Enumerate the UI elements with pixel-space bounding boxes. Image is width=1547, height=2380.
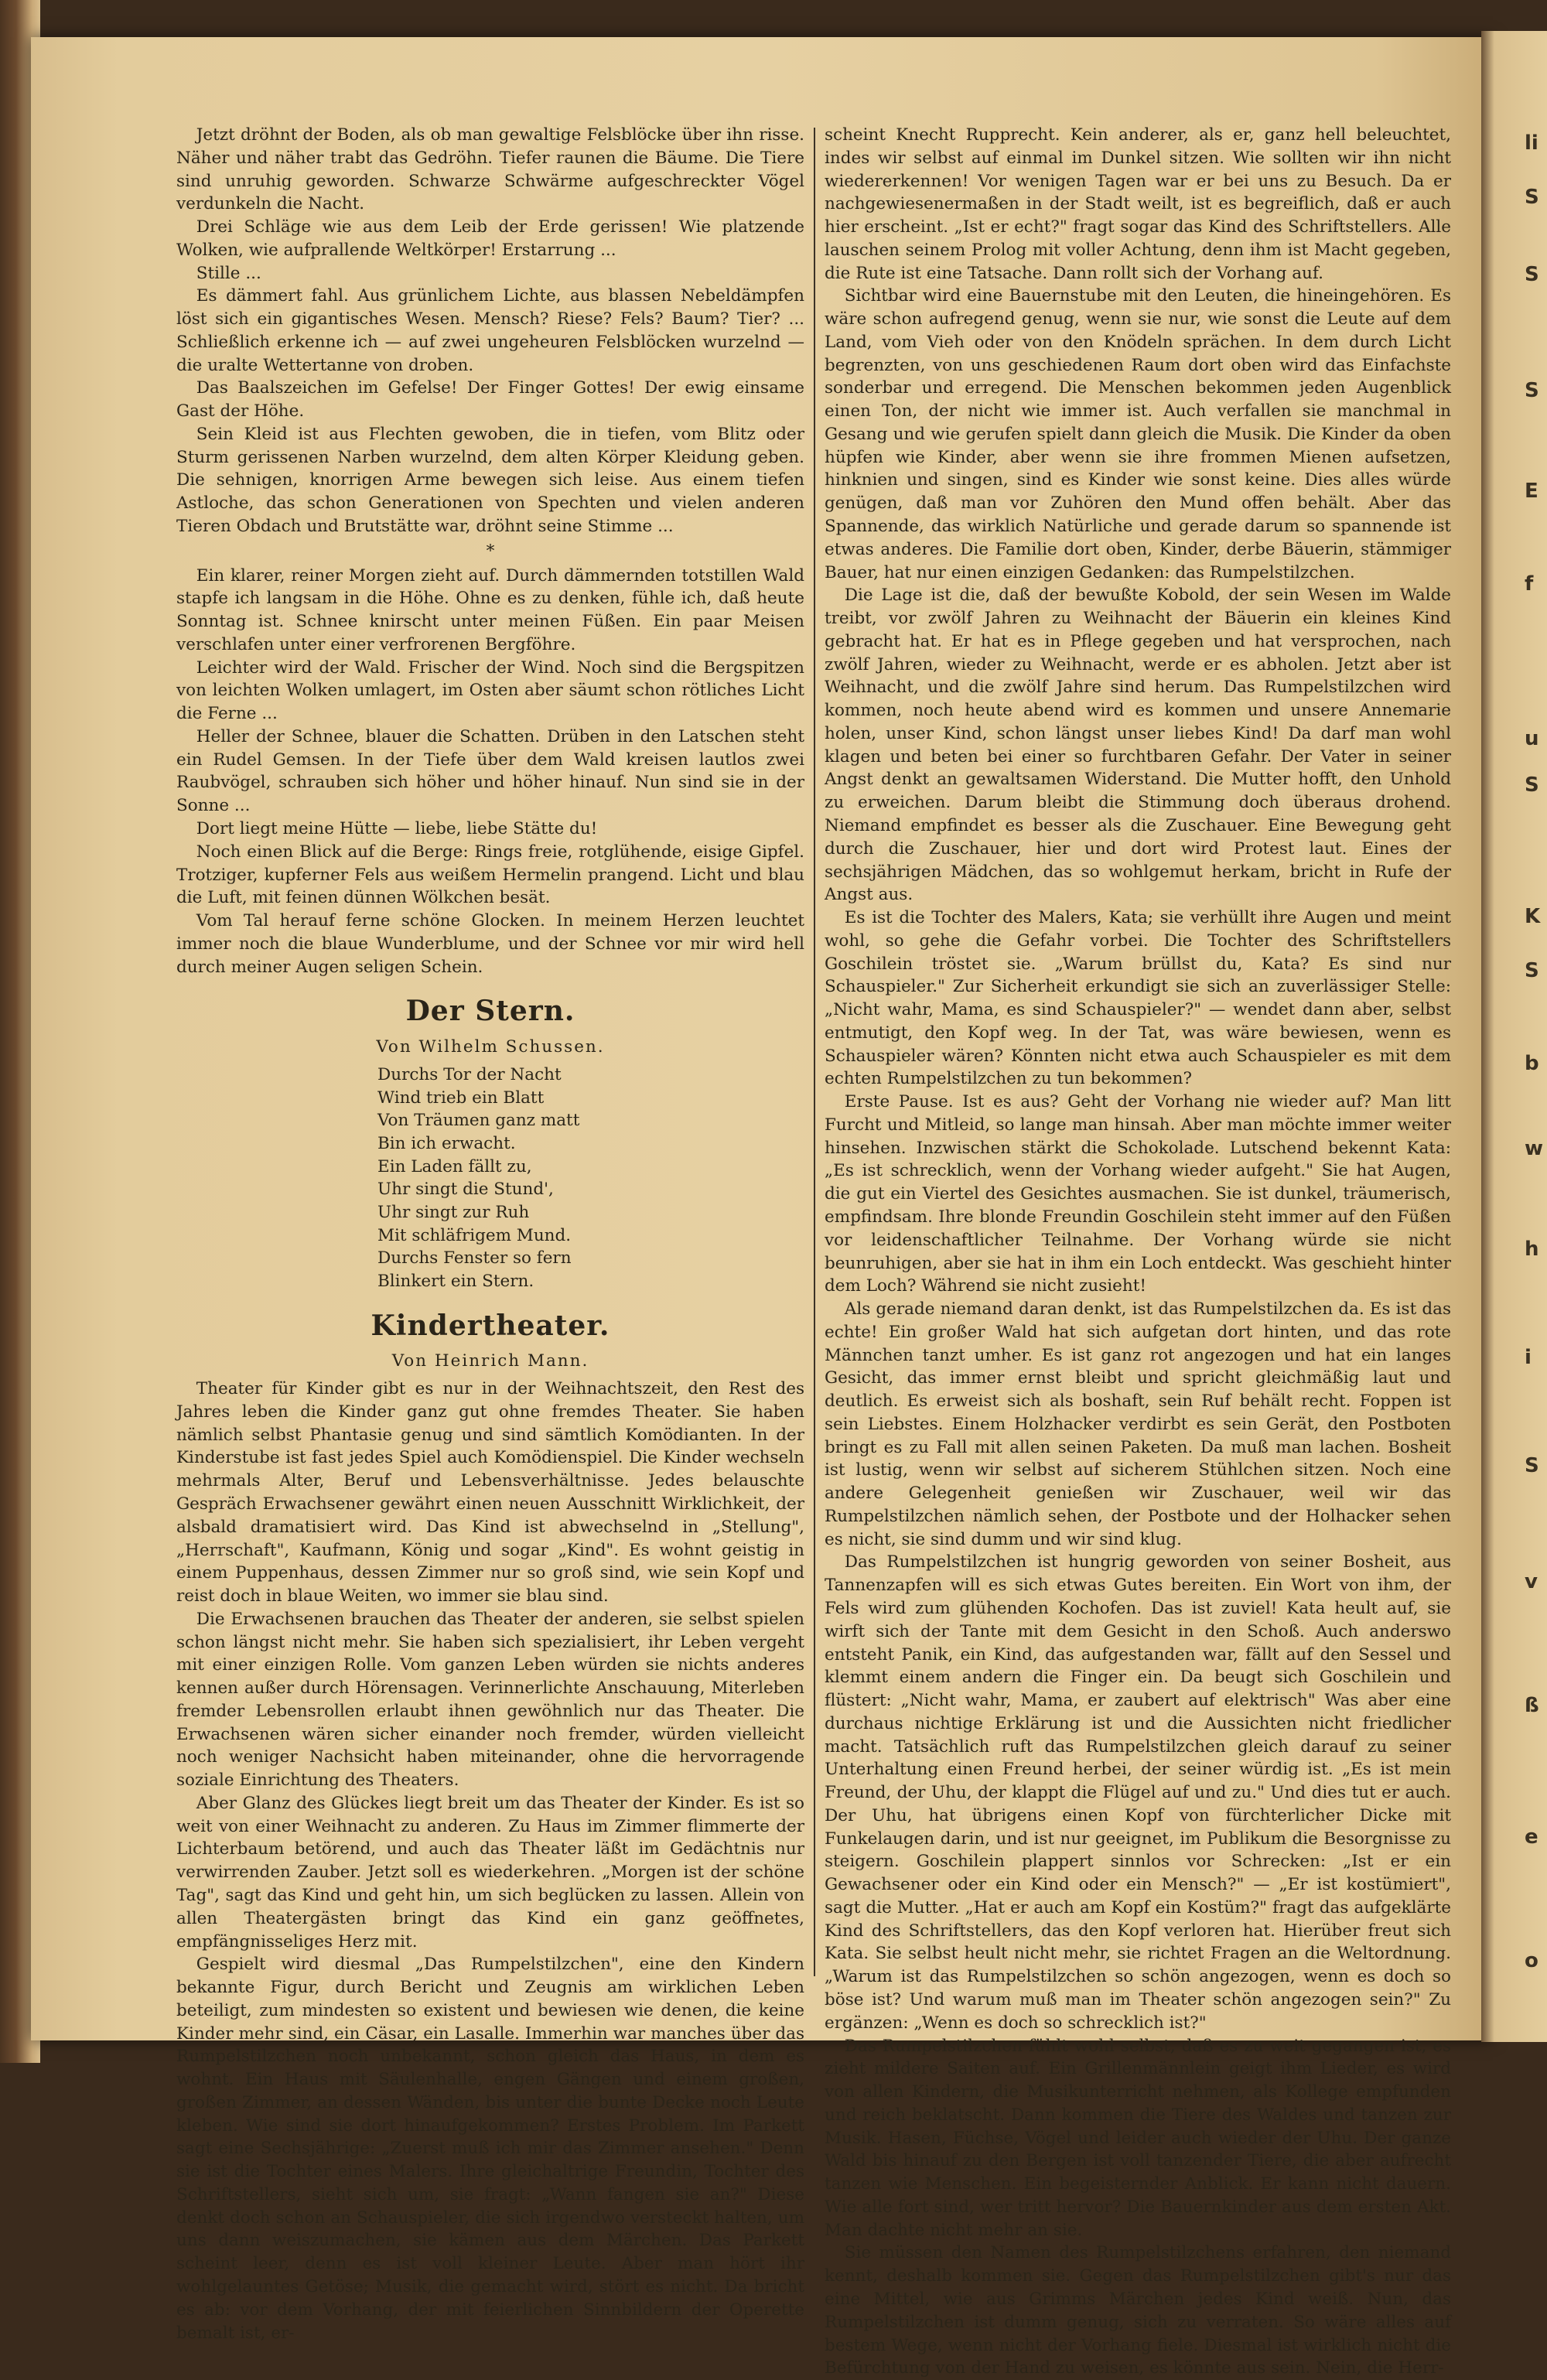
edge-fragment: h: [1525, 1238, 1539, 1261]
next-page-edge: [1481, 31, 1547, 2042]
poem-line: Ein Laden fällt zu,: [377, 1156, 532, 1176]
poem-line: Mit schläfrigem Mund.: [377, 1225, 572, 1245]
section-separator: *: [486, 541, 495, 561]
poem-body: [377, 1064, 804, 1293]
edge-fragment: v: [1525, 1570, 1538, 1593]
edge-fragment: u: [1525, 727, 1539, 750]
edge-fragment: S: [1525, 773, 1539, 797]
paragraph: Das Rumpelstilzchen fühlt wohl selbst, daß es zu weit gegangen ist, es zieht mildere Saiten auf. Ein Grillenmännlein geigt ihm Lieder, es wird von allen Kindern, die Musikunterricht nehmen, als Kollege empfunden und reich beklatscht. Dann kommen die Tiere des Waldes und tanzen zur Musik. Hasen, Füchse, Vögel und leider auch wieder der Uhu. Der ganze Wald bis hinauf zu den Bergen ist voll tanzender Tiere, die aber aufrecht tanzen wie Menschen. Ein begeisternder Anblick. Er kann nicht dauern. Wie alle fort sind, wer tritt hervor? Die Bauernkinder aus dem ersten Akt. Man dachte nicht mehr an sie.: [825, 2036, 1451, 2240]
edge-fragment: S: [1525, 379, 1539, 402]
paragraph: Stille ...: [196, 263, 261, 283]
paragraph: Das Rumpelstilzchen ist hungrig geworden von seiner Bosheit, aus Tannenzapfen will es sich etwas Gutes bereiten. Ein Wort von ihm, der Fels wird zum glühenden Kochofen. Das ist zuviel! Kata heult auf, sie wirft sich der Tante mit dem Gesicht in den Schoß. Auch anderswo entsteht Panik, ein Kind, das aufgestanden war, fällt auf den Sessel und klemmt einem andern die Finger ein. Da beugt sich Goschilein und flüstert: „Nicht wahr, Mama, er zaubert auf elektrisch" Was aber eine durchaus nichtige Erklärung ist und die Aussichten nicht friedlicher macht. Tatsächlich ruft das Rumpelstilzchen gleich darauf zu seiner Unterhaltung einen Freund herbei, der seiner würdig ist. „Es ist mein Freund, der Uhu, der klappt die Flügel auf und zu." Und dies tut er auch. Der Uhu, hat übrigens einen Kopf von fürchterlicher Dicke mit Funkelaugen darin, und ist nur geeignet, im Publikum die Besorgnisse zu steigern. Goschilein plappert sinnlos vor Schrecken: „Ist er ein Gewachsener oder ein Kind oder ein Mensch?" — „Er ist kostümiert", sagt die Mutter. „Hat er auch am Kopf ein Kostüm?" fragt das aufgeklärte Kind des Schriftstellers, das den Kopf verloren hat. Hierüber freut sich Kata. Sie selbst heult nicht mehr, sie richtet Fragen an die Weltordnung. „Warum ist das Rumpelstilzchen so schön angezogen, wenn es doch so böse ist? Und warum muß man im Theater schön angezogen sein?" Zu ergänzen: „Wenn es doch so schrecklich ist?": [825, 1552, 1451, 2033]
paragraph: Die Erwachsenen brauchen das Theater der anderen, sie selbst spielen schon längst nicht mehr. Sie haben sich spezialisiert, ihr Leben vergeht mit einer einzigen Rolle. Vom ganzen Leben würden sie nichts anderes kennen außer durch Hörensagen. Verinnerlichte Anschauung, Miterleben fremder Lebensrollen erlaubt ihnen gewöhnlich nur das Theater. Die Erwachsenen wären sicher einander noch fremder, würden vielleicht noch weniger Nachsicht haben miteinander, ohne die hervorragende soziale Einrichtung des Theaters.: [176, 1609, 804, 1791]
paragraph: Die Lage ist die, daß der bewußte Kobold, der sein Wesen im Walde treibt, vor zwölf Jahren zu Weihnacht der Bäuerin ein kleines Kind gebracht hat. Er hat es in Pflege gegeben und hat versprochen, nach zwölf Jahren, wieder zu Weihnacht, werde er es abholen. Jetzt aber ist Weihnacht, und die zwölf Jahre sind herum. Das Rumpelstilzchen wird kommen, noch heute abend wird es kommen und unsere Annemarie holen, unser Kind, schon längst unser liebes Kind! Da darf man wohl klagen und beten bei einer so furchtbaren Gefahr. Der Vater in seiner Angst denkt an gewaltsamen Widerstand. Die Mutter hofft, den Unhold zu erweichen. Darum bleibt die Stimmung doch überaus drohend. Niemand empfindet es besser als die Zuschauer. Eine Bewegung geht durch die Zuschauer, hier und dort wird Protest laut. Eines der sechsjährigen Mädchen, das so wohlgemut herkam, bricht in Rufe der Angst aus.: [825, 586, 1451, 905]
paragraph: Theater für Kinder gibt es nur in der Weihnachtszeit, den Rest des Jahres leben die Kinder ganz gut ohne fremdes Theater. Sie haben nämlich selbst Phantasie genug und sind sämtlich Komödianten. In der Kinderstube ist fast jedes Spiel auch Komödienspiel. Die Kinder wechseln mehrmals Alter, Beruf und Lebensverhältnisse. Jedes belauschte Gespräch Erwachsener gewährt einen neuen Ausschnitt Wirklichkeit, der alsbald dramatisiert wird. Das Kind ist abwechselnd in „Stellung", „Herrschaft", Kaufmann, König und sogar „Kind". Es wohnt geistig in einem Puppenhaus, dessen Zimmer nur so groß sind, wie sein Kopf und reist doch in blaue Weiten, wo immer sie blau sind.: [176, 1379, 804, 1607]
paragraph: Leichter wird der Wald. Frischer der Wind. Noch sind die Bergspitzen von leichten Wolken umlagert, im Osten aber säumt schon rötliches Licht die Ferne ...: [176, 657, 804, 724]
edge-fragment: S: [1525, 263, 1539, 286]
edge-fragment: w: [1525, 1137, 1544, 1160]
paragraph: scheint Knecht Rupprecht. Kein anderer, als er, ganz hell beleuchtet, indes wir selbst auf einmal im Dunkel sitzen. Wie sollten wir ihn nicht wiedererkennen! Vor wenigen Tagen war er bei uns zu Besuch. Da er nachgewiesenermaßen in der Stadt weilt, ist es begreiflich, daß er auch hier erscheint. „Ist er echt?" fragt sogar das Kind des Schriftstellers. Alle lauschen seinem Prolog mit voller Achtung, denn ihm ist Macht gegeben, die Rute ist eine Tatsache. Dann rollt sich der Vorhang auf.: [825, 125, 1451, 283]
edge-fragment: f: [1525, 572, 1534, 596]
paragraph: Als gerade niemand daran denkt, ist das Rumpelstilzchen da. Es ist das echte! Ein großer Wald hat sich aufgetan dort hinten, und das rote Männchen tanzt umher. Es ist ganz rot angezogen und hat ein langes Gesicht, das immer ernst bleibt und spricht gleichmäßig laut und deutlich. Es erweist sich als boshaft, sein Ruf behält recht. Foppen ist sein Liebstes. Einem Holzhacker verdirbt es sein Gerät, den Postboten bringt es zu Fall mit allen seinen Paketen. Da muß man lachen. Bosheit ist lustig, wenn wir selbst auf sicherem Stühlchen sitzen. Noch eine andere Gelegenheit genießen wir Zuschauer, weil wir das Rumpelstilzchen nämlich sehen, der Postbote und der Holhacker sehen es nicht, sie sind dumm und wir sind klug.: [825, 1299, 1451, 1549]
edge-fragment: ß: [1525, 1694, 1539, 1717]
paragraph: Sichtbar wird eine Bauernstube mit den Leuten, die hineingehören. Es wäre schon aufregend genug, wenn sie nur, wie sonst die Leute auf dem Land, vom Vieh oder von den Knödeln sprächen. In dem durch Licht begrenzten, von uns geschiedenen Raum dort oben wird das Einfachste sonderbar und erregend. Die Menschen bekommen jeden Augenblick einen Ton, der nicht wie immer ist. Auch verfallen sie manchmal in Gesang und wie gerufen spielt dann gleich die Musik. Die Kinder da oben hüpfen wie Kinder, aber wenn sie ihre frommen Mienen aufsetzen, hinknien und singen, sind es Kinder wie sonst keine. Dies alles würde genügen, daß man vor Zuhören den Mund offen behält. Aber das Spannende, das wirklich Natürliche und gerade darum so spannende ist etwas anderes. Die Familie dort oben, Kinder, derbe Bäuerin, stämmiger Bauer, hat nur einen einzigen Gedanken: das Rumpelstilzchen.: [825, 286, 1451, 582]
paragraph: Sein Kleid ist aus Flechten gewoben, die in tiefen, vom Blitz oder Sturm gerissenen Narben wurzelnd, dem alten Körper Kleidung geben. Die sehnigen, knorrigen Arme bewegen sich leise. Aus einem tiefen Astloche, das schon Generationen von Spechten und vielen anderen Tieren Obdach und Brutstätte war, dröhnt seine Stimme ...: [176, 424, 804, 537]
poem-byline: Von Wilhelm Schussen.: [376, 1037, 605, 1057]
paragraph: Jetzt dröhnt der Boden, als ob man gewaltige Felsblöcke über ihn risse. Näher und näher trabt das Gedröhn. Tiefer raunen die Bäume. Die Tiere sind unruhig geworden. Schwarze Schwärme aufgeschreckter Vögel verdunkeln die Nacht.: [176, 125, 804, 214]
poem-line: Von Träumen ganz matt: [377, 1111, 580, 1131]
poem-line: Wind trieb ein Blatt: [377, 1088, 545, 1108]
edge-fragment: li: [1525, 131, 1538, 155]
poem-line: Bin ich erwacht.: [377, 1133, 516, 1153]
paragraph: Es dämmert fahl. Aus grünlichem Lichte, aus blassen Nebeldämpfen löst sich ein gigantisches Wesen. Mensch? Riese? Fels? Baum? Tier? ... Schließlich erkenne ich — auf zwei ungeheuren Felsblöcken wurzelnd — die uralte Wettertanne von droben.: [176, 286, 804, 375]
column-divider: [814, 128, 815, 1976]
paragraph: Erste Pause. Ist es aus? Geht der Vorhang nie wieder auf? Man litt Furcht und Mitleid, so lange man hinsah. Aber man möchte immer weiter hinsehen. Inzwischen stärkt die Schokolade. Lutschend bekennt Kata: „Es ist schrecklich, wenn der Vorhang wieder aufgeht." Sie hat Augen, die gut ein Viertel des Gesichtes ausmachen. Sie ist dunkel, träumerisch, empfindsam. Ihre blonde Freundin Goschilein steht immer auf den Füßen vor leidenschaftlicher Teilnahme. Der Vorhang würde sie nicht beunruhigen, aber sie hat in ihm ein Loch entdeckt. Was geschieht hinter dem Loch? Während sie nicht zusieht!: [825, 1092, 1451, 1296]
poem-line: Durchs Tor der Nacht: [377, 1064, 562, 1084]
poem-line: Uhr singt die Stund',: [377, 1180, 554, 1200]
paragraph: Es ist die Tochter des Malers, Kata; sie verhüllt ihre Augen und meint wohl, so gehe die Gefahr vorbei. Die Tochter des Schriftstellers Goschilein tröstet sie. „Warum brüllst du, Kata? Es sind nur Schauspieler." Zur Sicherheit erkundigt sie sich an zuverlässiger Stelle: „Nicht wahr, Mama, es sind Schauspieler?" — wendet dann aber, selbst entmutigt, den Kopf weg. In der Tat, was wäre bewiesen, wenn es Schauspieler wären? Könnten nicht etwa auch Schauspieler es mit dem echten Rumpelstilzchen zu tun bekommen?: [825, 908, 1451, 1089]
poem-line: Uhr singt zur Ruh: [377, 1202, 530, 1222]
paragraph: Noch einen Blick auf die Berge: Rings freie, rotglühende, eisige Gipfel. Trotziger, kupferner Fels aus weißem Hermelin prangend. Licht und blau die Luft, mit feinen dünnen Wölkchen besät.: [176, 842, 804, 908]
edge-fragment: b: [1525, 1052, 1539, 1075]
paragraph: Vom Tal herauf ferne schöne Glocken. In meinem Herzen leuchtet immer noch die blaue Wunderblume, und der Schnee vor mir wird hell durch meiner Augen seligen Schein.: [176, 911, 804, 977]
paragraph: Dort liegt meine Hütte — liebe, liebe Stätte du!: [196, 818, 598, 838]
edge-fragment: S: [1525, 186, 1539, 209]
paragraph: Ein klarer, reiner Morgen zieht auf. Durch dämmernden totstillen Wald stapfe ich langsam in die Höhe. Ohne es zu denken, fühle ich, daß heute Sonntag ist. Schnee knirscht unter meinen Füßen. Ein paar Meisen verschlafen unter einer verfrorenen Bergföhre.: [176, 565, 804, 654]
paragraph: Aber Glanz des Glückes liegt breit um das Theater der Kinder. Es ist so weit von einer Weihnacht zu anderen. Zu Haus im Zimmer flimmerte der Lichterbaum betörend, und auch das Theater läßt im Gedächtnis nur verwirrenden Zauber. Jetzt soll es wiederkehren. „Morgen ist der schöne Tag", sagt das Kind und geht hin, um sich beglücken zu lassen. Allein von allen Theatergästen bringt das Kind ein ganz geöffnetes, empfängnisseliges Herz mit.: [176, 1793, 804, 1951]
edge-fragment: i: [1525, 1346, 1532, 1369]
paragraph: Drei Schläge wie aus dem Leib der Erde gerissen! Wie platzende Wolken, wie aufprallende Weltkörper! Erstarrung ...: [176, 217, 804, 260]
paragraph: Gespielt wird diesmal „Das Rumpelstilzchen", eine den Kindern bekannte Figur, durch Bericht und Zeugnis am wirklichen Leben beteiligt, zum mindesten so existent und bewiesen wie denen, die keine Kinder mehr sind, ein Cäsar, ein Lasalle. Immerhin war manches über das Rumpelstilzchen noch unbekannt, schon gleich das Haus, in dem es wohnt. Ein Haus mit Säulenhalle, engen Gängen und einem großen, großen Zimmer, an dessen Wänden, bis unter die bunte Decke noch Leute kleben. Wie sind sie dort hinaufgekommen? Erstes Problem. Im Parkett sagt eine Sechsjährige: „Zuerst muß ich mir das Zimmer ansehen." Denn sie ist die Tochter eines Malers. Ihre gleichaltrige Freundin, Tochter des Schriftstellers, sieht sich um, sie fragt: „Wann fangen sie an?" Diese denkt doch schon an Schauspieler, die sich irgendwo versteckt halten, um uns dann weiszumachen, sie kämen aus dem Märchen. Das Parkett scheint leer, denn es ist voll kleiner Leute. Aber man hört ihr wohlgelauntes Getöse; Musik, die gemacht wird, stört es nicht. Da bricht es ab: vor dem Vorhang, der mit feierlichen Sinnbildern der Operette bemalt ist, er-: [176, 1955, 804, 2343]
paragraph: Sie müssen den Namen des Rumpelstilzchens erfahren, den niemand kennt, deshalb kommen sie. Gegen das Rumpelstilzchen gibt's nur das eine Mittel, wie aus Grimms Märchen jedes Kind weiß. Nun, das Rumpelstilzchen ist dumm genug, sich zu verraten. So wäre alles auf bestem Wege, wenn nicht der Vorhang fiele. Diesmal ist wirklich nicht die Befürchtung von der Hand zu weisen, es könnte aus sein. Nein, die Herr-: [825, 2243, 1451, 2378]
left-column: [176, 124, 804, 2344]
edge-fragment: o: [1525, 1949, 1538, 1972]
poem-line: Durchs Fenster so fern: [377, 1248, 572, 1269]
paragraph: Das Baalszeichen im Gefelse! Der Finger Gottes! Der ewig einsame Gast der Höhe.: [176, 378, 804, 422]
edge-fragment: K: [1525, 905, 1541, 928]
edge-fragment: e: [1525, 1825, 1538, 1849]
right-column: [825, 124, 1451, 2380]
poem-title: Der Stern.: [405, 995, 575, 1028]
paragraph: Heller der Schnee, blauer die Schatten. Drüben in den Latschen steht ein Rudel Gemsen. In der Tiefe über dem Wald kreisen lautlos zwei Raubvögel, schrauben sich höher und höher hinauf. Nun sind sie in der Sonne ...: [176, 726, 804, 816]
essay-byline: Von Heinrich Mann.: [391, 1351, 589, 1371]
essay-title: Kindertheater.: [371, 1309, 610, 1342]
edge-fragment: E: [1525, 480, 1538, 503]
edge-fragment: S: [1525, 959, 1539, 982]
poem-line: Blinkert ein Stern.: [377, 1271, 534, 1291]
edge-fragment: S: [1525, 1454, 1539, 1477]
